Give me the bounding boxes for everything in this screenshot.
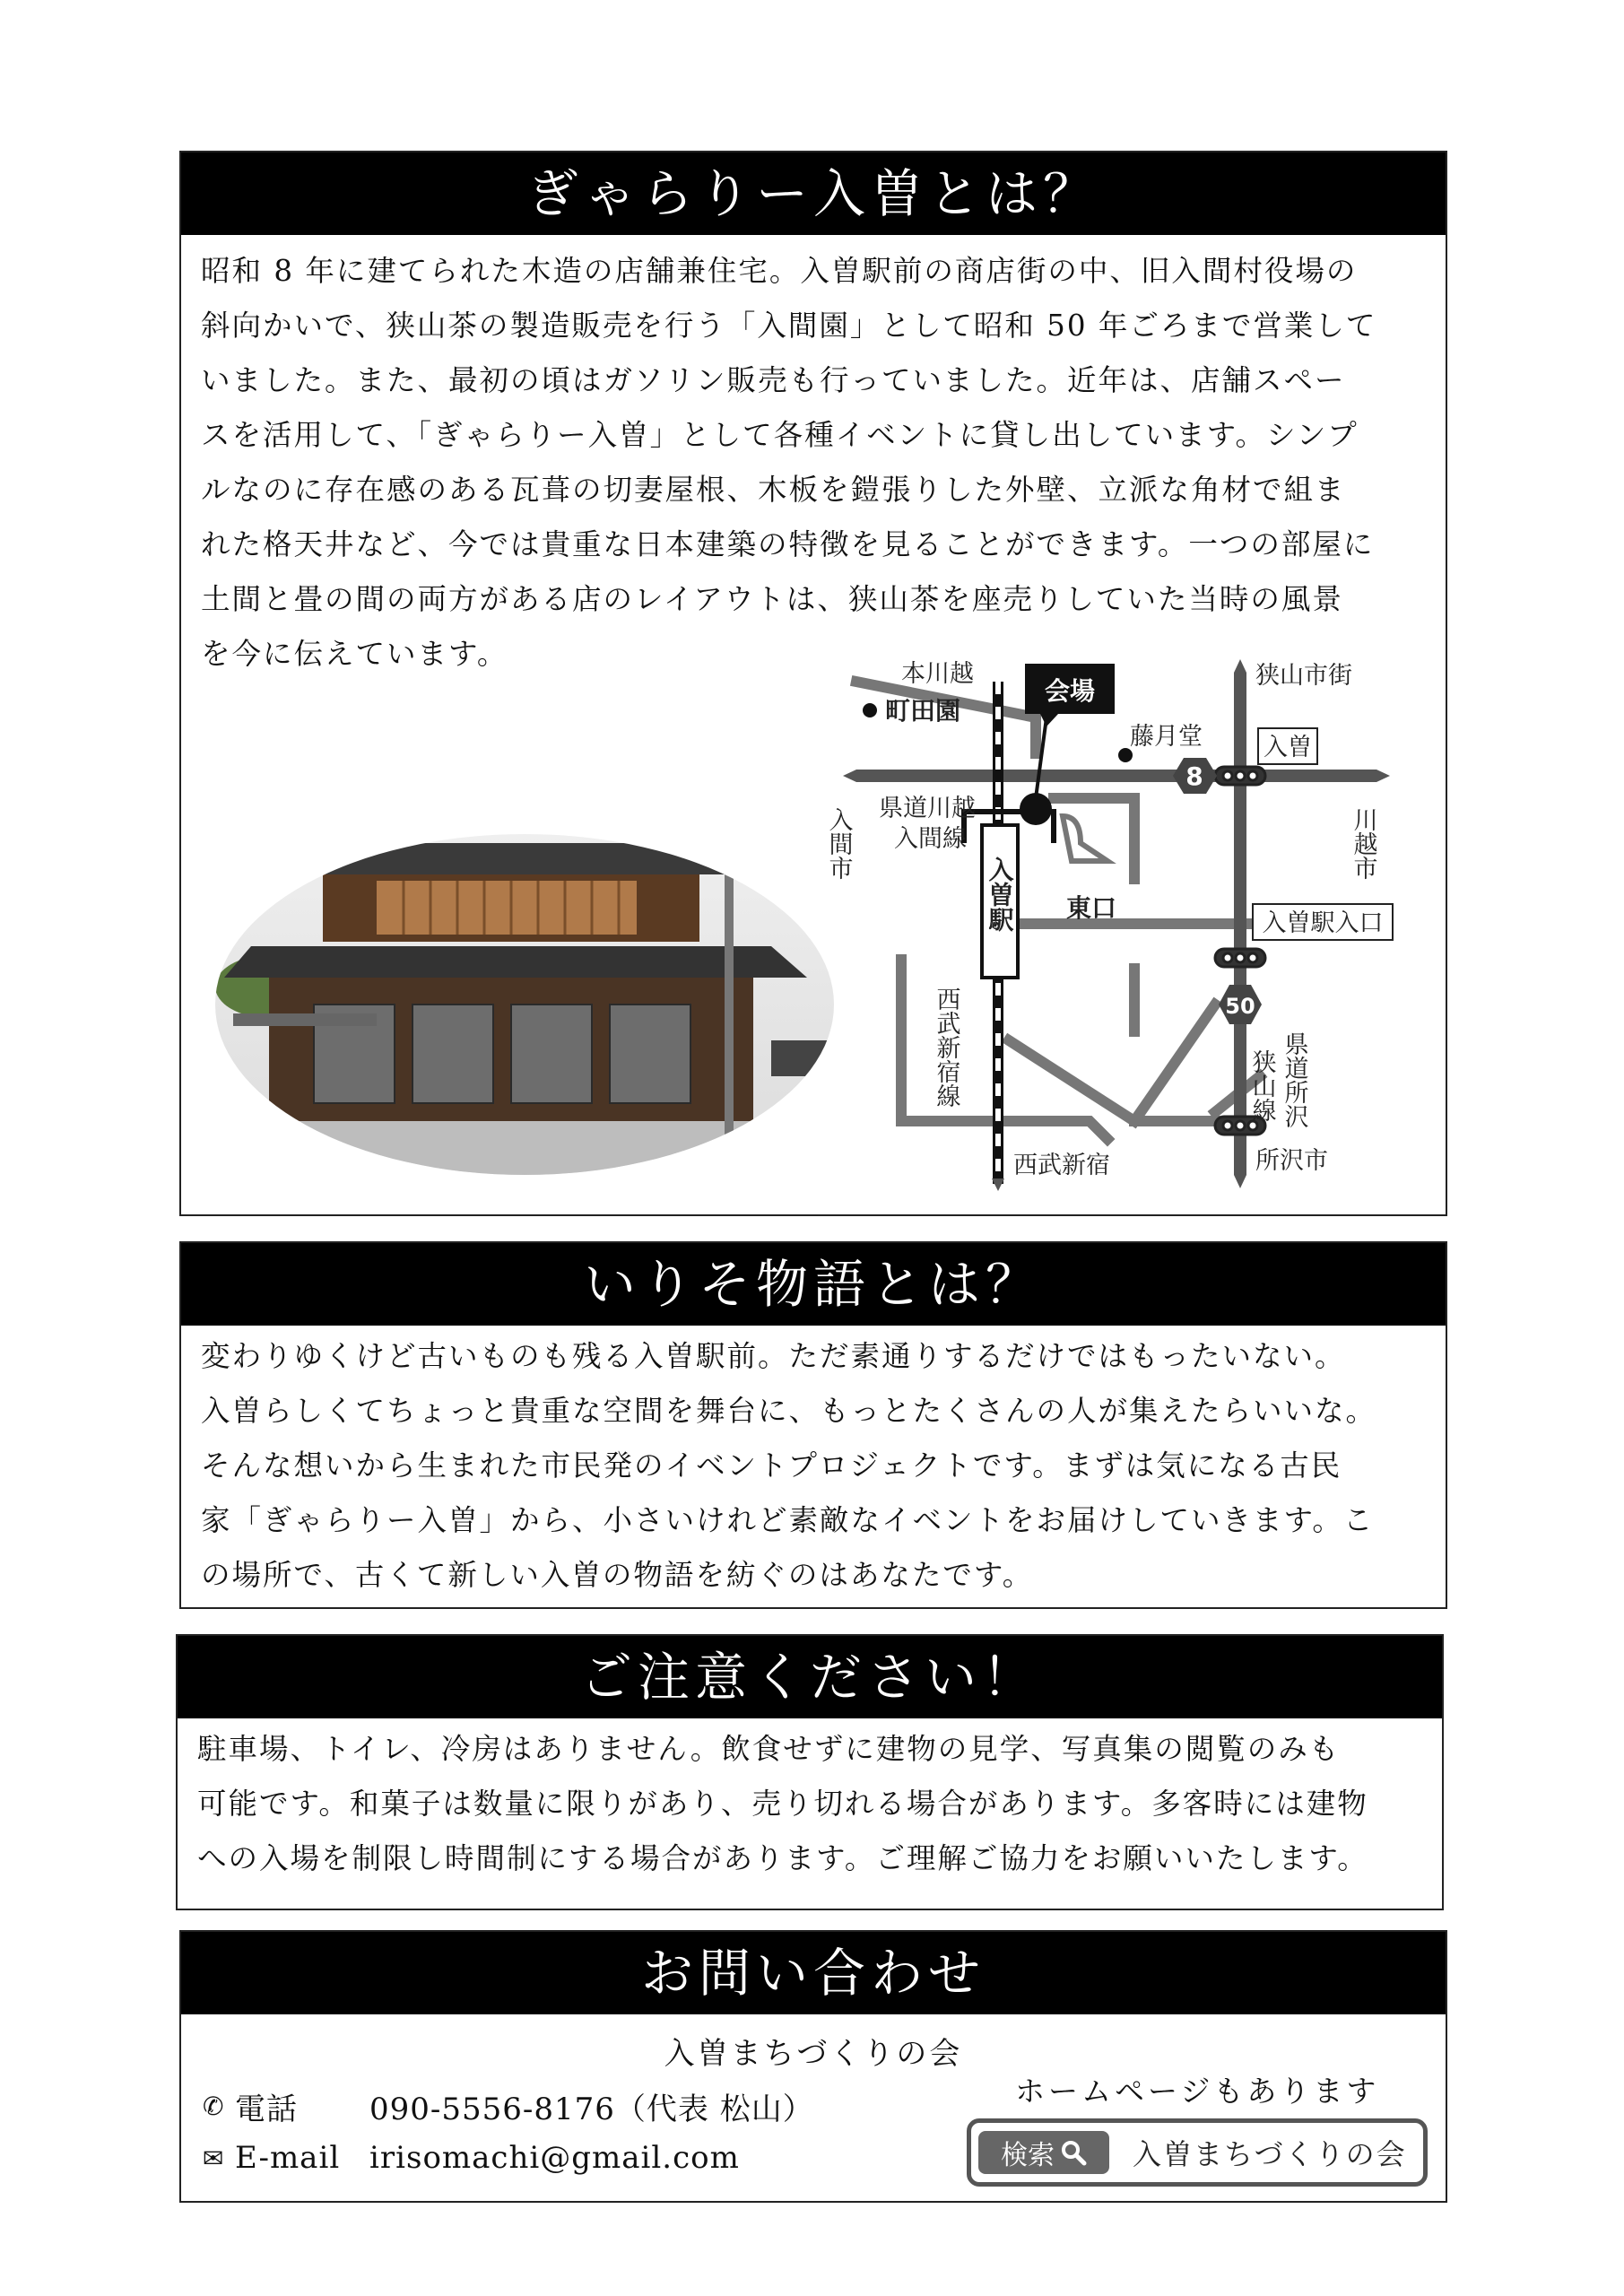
about-line: いました。また、最初の頃はガソリン販売も行っていました。近年は、店舗スペー (201, 363, 1346, 397)
notice-line: 可能です。和菓子は数量に限りがあり、売り切れる場合があります。多客時には建物 (197, 1787, 1368, 1821)
phone-label: 電話 (235, 2092, 298, 2127)
about-line: を今に伝えています。 (201, 637, 508, 671)
organization-name: 入曽まちづくりの会 (664, 2036, 963, 2072)
notice-line: への入場を制限し時間制にする場合があります。ご理解ご協力をお願いいたします。 (197, 1841, 1368, 1875)
about-text (181, 235, 1446, 682)
seibu-line-label: 西武新宿線 (932, 987, 960, 1108)
story-line: 変わりゆくけど古いものも残る入曽駅前。ただ素通りするだけではもったいない。 (201, 1339, 1346, 1373)
phone-icon: ✆ (203, 2092, 225, 2121)
story-line: 家「ぎゃらりー入曽」から、小さいけれど素敵なイベントをお届けしていきます。こ (201, 1503, 1375, 1537)
tokorozawa-city-label: 所沢市 (1255, 1147, 1328, 1175)
access-map (824, 655, 1412, 1193)
machidaen-dot (863, 703, 877, 718)
search-icon (1060, 2139, 1087, 2166)
envelope-icon: ✉ (203, 2143, 225, 2173)
story-text (181, 1326, 1446, 1603)
iruma-city-label: 入間市 (824, 807, 853, 880)
sayama-city-label: 狭山市街 (1255, 662, 1352, 690)
pref-kawagoe-label-1: 県道川越 (879, 795, 976, 822)
east-exit-label: 東口 (1066, 893, 1117, 923)
contact-section (179, 1930, 1447, 2203)
iriso-label: 入曽 (1264, 734, 1312, 761)
building-photo (215, 780, 834, 1175)
about-line: れた格天井など、今では貴重な日本建築の特徴を見ることができます。一つの部屋に (201, 527, 1375, 561)
seibu-shinjuku-label: 西武新宿 (1013, 1152, 1110, 1179)
kawagoe-city-label: 川越市 (1349, 807, 1377, 880)
search-term: 入曽まちづくりの会 (1133, 2137, 1407, 2171)
phone-row (203, 2084, 814, 2128)
venue-label: 会場 (1044, 676, 1096, 706)
about-line: スを活用して、「ぎゃらりー入曽」として各種イベントに貸し出しています。シンプ (201, 418, 1359, 452)
route50-label: 50 (1225, 994, 1255, 1019)
homepage-note: ホームページもあります (1015, 2074, 1380, 2109)
station-entrance-label: 入曽駅入口 (1262, 909, 1384, 937)
story-line: 入曽らしくてちょっと貴重な空間を舞台に、もっとたくさんの人が集えたらいいな。 (201, 1394, 1377, 1428)
sayama-line-label: 狭山線 (1247, 1049, 1276, 1122)
notice-section (176, 1634, 1444, 1910)
road-diagonal-1 (1009, 1040, 1134, 1121)
search-box[interactable] (967, 2118, 1428, 2187)
contact-heading: お問い合わせ (181, 1932, 1446, 2014)
about-line: 昭和 8 年に建てられた木造の店舗兼住宅。入曽駅前の商店街の中、旧入間村役場の (201, 254, 1358, 288)
about-line: 土間と畳の間の両方がある店のレイアウトは、狭山茶を座売りしていた当時の風景 (201, 582, 1343, 616)
machidaen-label: 町田園 (885, 696, 961, 726)
notice-text (178, 1718, 1442, 1886)
email-row (203, 2140, 740, 2176)
about-line: 斜向かいで、狭山茶の製造販売を行う「入間園」として昭和 50 年ごろまで営業して (201, 309, 1377, 343)
notice-heading: ご注意ください！ (178, 1636, 1442, 1718)
email-address[interactable]: irisomachi@gmail.com (369, 2140, 740, 2176)
notice-line: 駐車場、トイレ、冷房はありません。飲食せずに建物の見学、写真集の閲覧のみも (197, 1732, 1341, 1766)
about-line: ルなのに存在感のある瓦葺の切妻屋根、木板を鎧張りした外壁、立派な角材で組ま (201, 473, 1346, 507)
hon-kawagoe-label: 本川越 (901, 660, 974, 688)
iriso-station-label: 入曽駅 (985, 857, 1015, 932)
story-line: そんな想いから生まれた市民発のイベントプロジェクトです。まずは気になる古民 (201, 1448, 1342, 1483)
pref-tokorozawa-label: 県道所沢 (1280, 1031, 1308, 1128)
about-heading: ぎゃらりー入曽とは？ (181, 152, 1446, 235)
story-section (179, 1241, 1447, 1609)
phone-number[interactable]: 090-5556-8176（代表 松山） (369, 2092, 814, 2127)
story-heading: いりそ物語とは？ (181, 1243, 1446, 1326)
search-button-label: 検索 (1001, 2140, 1055, 2171)
fugetsudo-label: 藤月堂 (1130, 723, 1203, 751)
story-line: の場所で、古くて新しい入曽の物語を紡ぐのはあなたです。 (201, 1558, 1034, 1592)
search-button[interactable] (978, 2131, 1109, 2174)
route8-label: 8 (1185, 761, 1203, 791)
email-label: E-mail (235, 2140, 341, 2176)
road-diagonal-3 (1134, 1004, 1215, 1121)
pref-kawagoe-label-2: 入間線 (894, 825, 967, 853)
